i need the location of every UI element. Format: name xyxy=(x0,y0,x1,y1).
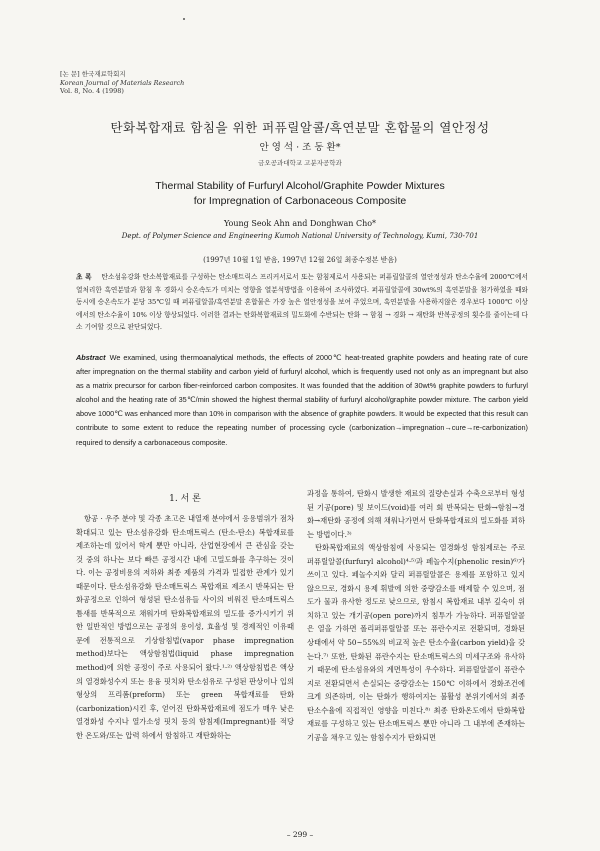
journal-volume: Vol. 8, No. 4 (1998) xyxy=(60,87,124,95)
journal-name: Korean Journal of Materials Research xyxy=(60,78,185,87)
korean-abstract-text: 탄소섬유강화 탄소복합재료를 구성하는 탄소매트릭스 프리커서로서 또는 함침제로서 사용되는 퍼퓨릴알콜의 열안정성과 탄소수율에 2000℃에서 열처리한 흑연분말과 함침 후 경화시 승온속도가 미치는 영향을 열분석방법을 이용하여 조사하였다. 퍼퓨릴알콜에 30wt%의 흑연분말을 첨가하였을 때와 동시에 승온속도가 분당 35℃일 때 퍼퓨릴알콜/흑연분말 혼합물은 가장 높은 열안정성을 보여 주었으며, 흑연분말을 사용하지않은 경우보다 1000℃ 이상에서의 탄소수율이 10% 이상 향상되었다. 이러한 결과는 탄화복합재료의 밀도화에 수반되는 탄화 → 함침 → 경화 → 재탄화 반복공정의 횟수를 줄이는데 다소 기여할 것으로 판단되었다. xyxy=(76,273,528,332)
english-abstract xyxy=(76,351,528,450)
journal-header xyxy=(60,70,184,96)
english-abstract-label: Abstract xyxy=(76,353,106,362)
body-paragraph: 탄화복합재료의 액상함침에 사용되는 열경화성 함침제로는 주로 퍼퓨릴알콜(furfuryl alcohol)⁴·⁵⁾과 페놀수지(phenolic resin)⁶⁾가 쓰이고 있다. 페놀수지와 달리 퍼퓨릴알콜은 용제를 포함하고 있지 않으므로, 경화시 용제 휘발에 의한 중량감소를 배제할 수 있으며, 점도가 물과 유사한 정도로 낮으므로, 함침시 복합재료 내부 깊숙이 위치하고 있는 개기공(open pore)까지 침투가 가능하다. 퍼퓨릴알콜은 열을 가하면 폴리퍼퓨릴알콜 또는 퓨란수지로 전환되며, 경화된 상태에서 약 50~55%의 비교적 높은 탄소수율(carbon yield)을 갖는다.⁷⁾ 또한, 탄화된 퓨란수지는 탄소매트릭스의 미세구조와 유사하기 때문에 탄소섬유와의 계면특성이 우수하다. 퍼퓨릴알콜이 퓨란수지로 전환되면서 손실되는 중량감소는 150℃ 이하에서 경화조건에 크게 의존하며, 이는 탄화가 행하여지는 불활성 분위기에서의 최종 탄소수율에 직접적인 영향을 미친다.⁸⁾ 최종 탄화온도에서 탄화복합재료를 구성하고 있는 탄소매트릭스 뿐만 아니라 그 내부에 존재하는 기공을 채우고 있는 함침수지가 탄화되면 xyxy=(307,543,525,742)
scan-speck xyxy=(183,18,185,20)
body-paragraph: 과정을 통하여, 탄화시 발생한 재료의 질량손실과 수축으로부터 형성된 기공(pore) 및 보이드(void)를 여러 회 반복되는 탄화→함침→경화→재탄화 공정에 의해 채워나가면서 탄화복합재료의 밀도화를 꾀하는 방법이다.³⁾ xyxy=(307,489,525,539)
korean-abstract xyxy=(76,271,528,334)
journal-category: [논 문] 한국재료학회지 xyxy=(60,70,126,78)
korean-authors: 안 영 석 · 조 동 환* xyxy=(259,142,341,153)
english-authors: Young Seok Ahn and Donghwan Cho* xyxy=(223,219,377,228)
korean-abstract-label: 초 록 xyxy=(76,273,92,281)
body-column-left: 항공 · 우주 분야 및 각종 초고온 내열재 분야에서 응용범위가 점차 확대되고 있는 탄소섬유강화 탄소매트릭스 (탄소-탄소) 복합재료를 제조하는데 있어서 학계 뿐만 아니라, 산업현장에서 큰 관심을 갖는 것 중의 하나는 보다 빠른 공정시간 내에 고밀도화를 추구하는 것이다. 이는 공정비용의 저하와 최종 제품의 가격과 밀접한 관계가 있기 때문이다. 탄소섬유강화 탄소매트릭스 복합재료 제조시 반복되는 탄화공정으로 인하여 형성된 탄소섬유들 사이의 비워진 탄소매트릭스 틈새를 반복적으로 채워가며 탄화복합재료의 밀도를 증가시키기 위한 일반적인 방법으로는 공정의 용이성, 효율성 및 경제적인 이유때문에 전통적으로 기상함침법(vapor phase impregnation method)보다는 액상함침법(liquid phase impregnation method)에 의한 공정이 주로 사용되어 왔다.¹·²⁾ 액상함침법은 액상의 열경화성수지 또는 용융 핏치와 탄소섬유로 구성된 판상이나 입의 형상의 프리폼(preform) 또는 green 복합재료를 탄화(carbonization)시킨 후, 얻어진 탄화복합재료에 점도가 매우 낮은 열경화성 수지나 열가소성 핏치 등의 함침제(Impregnant)를 적당한 온도와/또는 압력 하에서 함침하고 재탄화하는 xyxy=(76,514,294,740)
received-dates: (1997년 10월 1일 받음, 1997년 12월 26일 최종수정본 받음) xyxy=(203,256,397,264)
page-number: – 299 – xyxy=(286,830,314,839)
section-heading-introduction: 1. 서 론 xyxy=(169,494,201,504)
english-title-line1: Thermal Stability of Furfuryl Alcohol/Graphite Powder Mixtures xyxy=(155,180,445,192)
korean-title: 탄화복합재료 함침을 위한 퍼퓨릴알콜/흑연분말 혼합물의 열안정성 xyxy=(110,120,490,135)
english-abstract-text: We examined, using thermoanalytical methods, the effects of 2000℃ heat-treated graphite powders and heating rate of cure after impregnation on the thermal stability and carbon yield of furfuryl alcohol, which is frequently used not only as an impregnant but also as a matrix precursor for carbon fiber-reinforced carbon composites. It was founded that the addition of 30wt% graphite powders to furfuryl alcohol and the heating rate of 35℃/min showed the highest thermal stability of furfuryl alcohol/graphite powder mixture. The carbon yield above 1000℃ was enhanced more than 10% in comparison with the absence of graphite powders. It would be expected that this result can contribute to some extent to reduce the repeating number of processing cycle (carbonization→impregnation→cure→re-carbonization) required to densify a carbonaceous composite. xyxy=(76,353,528,447)
body-column-right xyxy=(307,487,525,744)
korean-affiliation: 금오공과대학교 고분자공학과 xyxy=(258,159,342,167)
english-affiliation: Dept. of Polymer Science and Engineering Kumoh National University of Technology, Kumi, 730-701 xyxy=(121,232,479,240)
english-title-line2: for Impregnation of Carbonaceous Composite xyxy=(193,195,407,207)
english-title xyxy=(0,179,600,209)
